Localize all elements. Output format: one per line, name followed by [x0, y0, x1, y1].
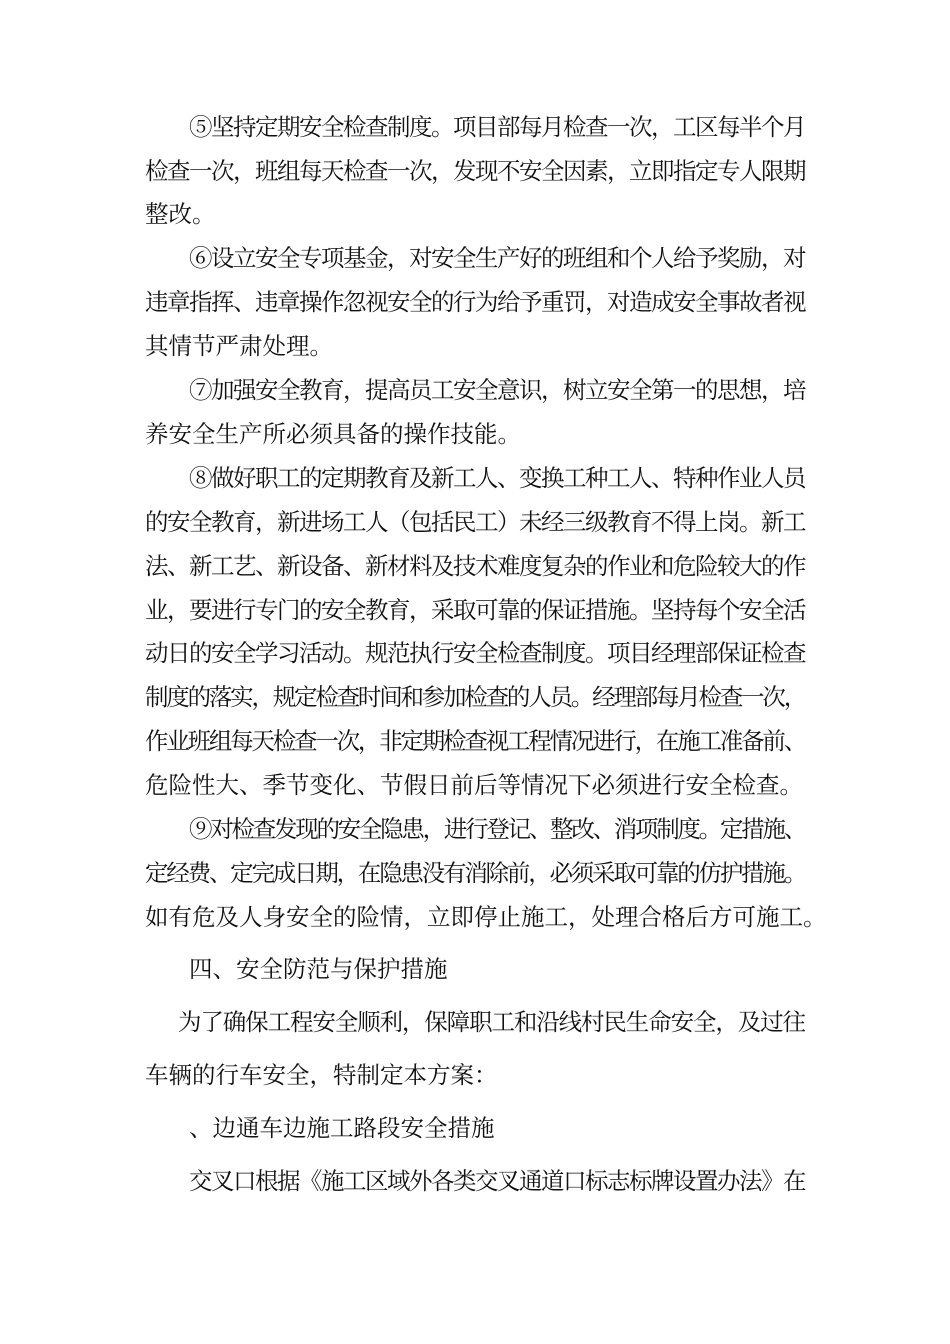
item-6-line-1: ⑥设立安全专项基金，对安全生产好的班组和个人给予奖励，对 — [189, 244, 805, 272]
item-8-line-4: 业，要进行专门的安全教育，采取可靠的保证措施。坚持每个安全活 — [145, 596, 805, 624]
item-7-line-2: 养安全生产所必须具备的操作技能。 — [145, 420, 521, 448]
item-8-line-1: ⑧做好职工的定期教育及新工人、变换工种工人、特种作业人员 — [189, 464, 805, 492]
intro-line-2: 车辆的行车安全，特制定本方案： — [145, 1061, 498, 1089]
subsection-heading: 、边通车边施工路段安全措施 — [189, 1114, 495, 1142]
item-5-line-2: 检查一次，班组每天检查一次，发现不安全因素，立即指定专人限期 — [145, 157, 805, 185]
item-9-line-3: 如有危及人身安全的险情，立即停止施工，处理合格后方可施工。 — [145, 903, 827, 931]
item-5-line-1: ⑤坚持定期安全检查制度。项目部每月检查一次，工区每半个月 — [189, 113, 805, 141]
item-6-line-3: 其情节严肃处理。 — [145, 332, 333, 360]
item-9-line-1: ⑨对检查发现的安全隐患，进行登记、整改、消项制度。定措施、 — [189, 815, 805, 843]
item-8-line-6: 制度的落实，规定检查时间和参加检查的人员。经理部每月检查一次， — [145, 683, 805, 711]
section-heading: 四、安全防范与保护措施 — [189, 955, 448, 983]
body-line-last: 交叉口根据《施工区域外各类交叉通道口标志标牌设置办法》在 — [189, 1167, 805, 1195]
item-8-line-2: 的安全教育，新进场工人（包括民工）未经三级教育不得上岗。新工 — [145, 508, 805, 536]
item-7-line-1: ⑦加强安全教育，提高员工安全意识，树立安全第一的思想，培 — [189, 376, 805, 404]
item-9-line-2: 定经费、定完成日期，在隐患没有消除前，必须采取可靠的仿护措施。 — [145, 859, 805, 887]
item-6-line-2: 违章指挥、违章操作忽视安全的行为给予重罚，对造成安全事故者视 — [145, 288, 805, 316]
item-8-line-3: 法、新工艺、新设备、新材料及技术难度复杂的作业和危险较大的作 — [145, 552, 805, 580]
item-8-line-5: 动日的安全学习活动。规范执行安全检查制度。项目经理部保证检查 — [145, 639, 805, 667]
intro-line-1: 为了确保工程安全顺利，保障职工和沿线村民生命安全，及过往 — [178, 1008, 805, 1036]
item-5-line-3: 整改。 — [145, 200, 216, 228]
item-8-line-7: 作业班组每天检查一次，非定期检查视工程情况进行，在施工准备前、 — [145, 727, 805, 755]
item-8-line-8: 危险性大、季节变化、节假日前后等情况下必须进行安全检查。 — [145, 771, 803, 799]
